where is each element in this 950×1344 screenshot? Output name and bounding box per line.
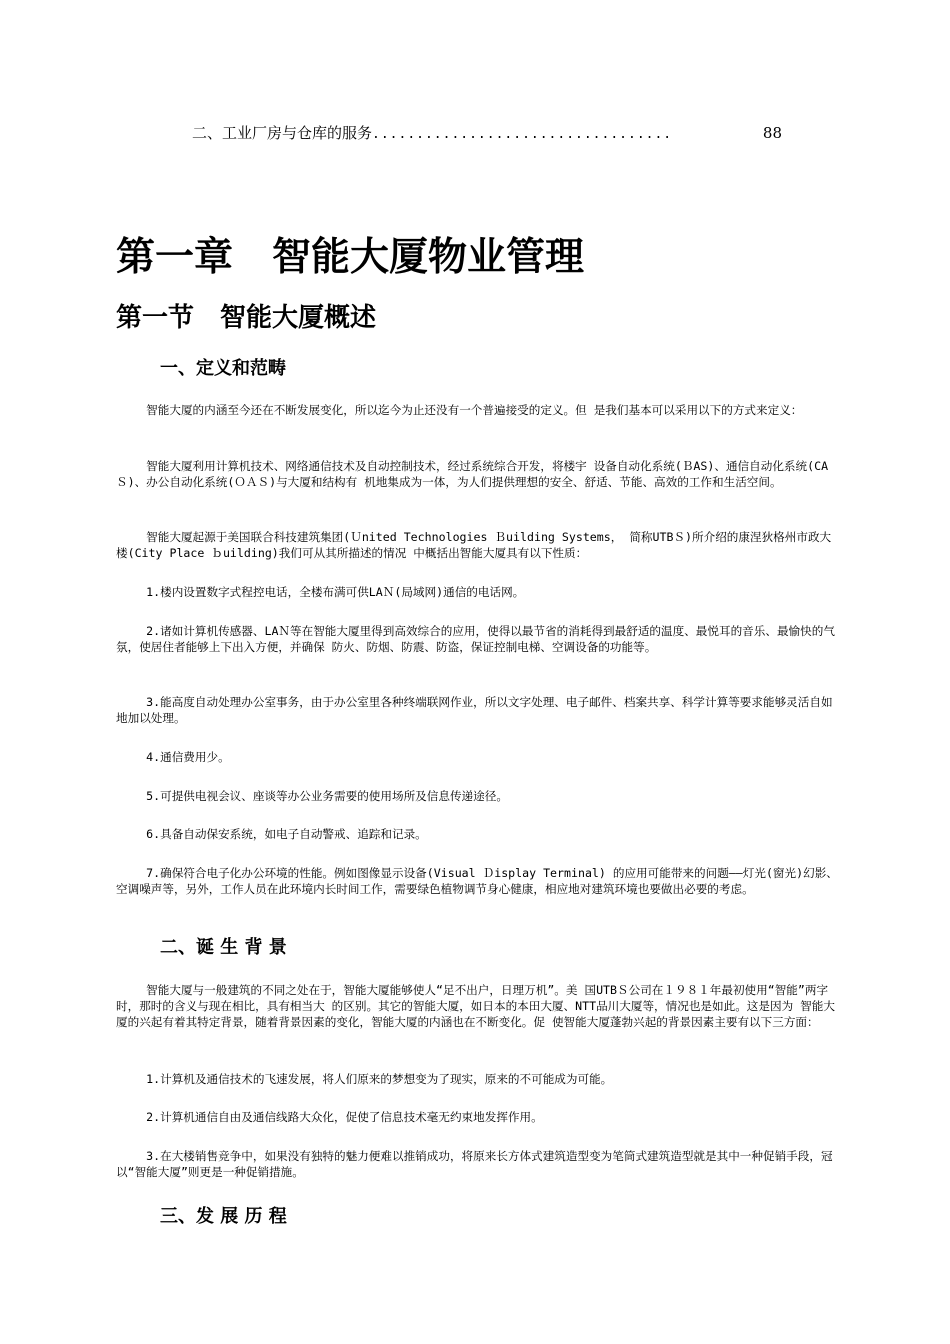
subsection-heading-definition: 一、定义和范畴 xyxy=(160,358,286,379)
paragraph: 智能大厦利用计算机技术、网络通信技术及自动控制技术，经过系统综合开发，将楼宇 设备自动化系统(ＢAS)、通信自动化系统(CAＳ)、办公自动化系统(ＯＡＳ)与大厦和结构有 机地集成为一体，为人们提供理想的安全、舒适、节能、高效的工作和生活空间。 xyxy=(116,459,829,489)
paragraph: 3.能高度自动处理办公室事务，由于办公室里各种终端联网作业，所以文字处理、电子邮件、档案共享、科学计算等要求能够灵活自如地加以处理。 xyxy=(116,695,833,725)
paragraph: 2.诸如计算机传感器、LAＮ等在智能大厦里得到高效综合的应用，使得以最节省的消耗得到最舒适的温度、最悦耳的音乐、最愉快的气氛，使居住者能够上下出入方便，并确保 防火、防烟、防震、防盗，保证控制电梯、空调设备的功能等。 xyxy=(116,624,835,654)
subsection-heading-history: 三、发 展 历 程 xyxy=(160,1206,287,1227)
paragraph: 5.可提供电视会议、座谈等办公业务需要的使用场所及信息传递途径。 xyxy=(146,789,508,803)
paragraph: 3.在大楼销售竞争中，如果没有独特的魅力便难以推销成功，将原来长方体式建筑造型变为笔筒式建筑造型就是其中一种促销手段，冠以“智能大厦”则更是一种促销措施。 xyxy=(116,1149,833,1179)
paragraph: 1.楼内设置数字式程控电话，全楼布满可供LAＮ(局域网)通信的电话网。 xyxy=(146,585,525,599)
paragraph: 2.计算机通信自由及通信线路大众化，促使了信息技术毫无约束地发挥作用。 xyxy=(146,1110,543,1124)
paragraph: 智能大厦起源于美国联合科技建筑集团(Ｕnited Technologies Ｂuilding Systems， 简称UTBＳ)所介绍的康涅狄格州市政大楼(City Place ｂuilding)我们可从其所描述的情况 中概括出智能大厦具有以下性质： xyxy=(116,530,832,560)
toc-entry[interactable] xyxy=(192,122,782,146)
chapter-title: 第一章 智能大厦物业管理 xyxy=(116,235,585,280)
paragraph: 智能大厦与一般建筑的不同之处在于，智能大厦能够使人“足不出户，日理万机”。美 国UTBＳ公司在１９８１年最初使用“智能”两字时，那时的含义与现在相比，具有相当大 的区别。其它的智能大厦，如日本的本田大厦、NTT品川大厦等，情况也是如此。这是因为 智能大厦的兴起有着其特定背景，随着背景因素的变化，智能大厦的内涵也在不断变化。促 使智能大厦蓬勃兴起的背景因素主要有以下三方面： xyxy=(116,983,835,1029)
paragraph: 4.通信费用少。 xyxy=(146,750,230,764)
toc-dot-leader: .................................. xyxy=(372,127,673,142)
paragraph: 1.计算机及通信技术的飞速发展，将人们原来的梦想变为了现实，原来的不可能成为可能。 xyxy=(146,1072,613,1086)
paragraph: 6.具备自动保安系统，如电子自动警戒、追踪和记录。 xyxy=(146,827,427,841)
paragraph: 7.确保符合电子化办公环境的性能。例如图像显示设备(Visual Ｄisplay Terminal) 的应用可能带来的问题——灯光(窗光)幻影、空调噪声等，另外，工作人员在此环境内长时间工作，需要绿色植物调节身心健康，相应地对建筑环境也要做出必要的考虑。 xyxy=(116,866,838,896)
subsection-heading-background: 二、诞 生 背 景 xyxy=(160,937,287,958)
toc-entry-title: 二、工业厂房与仓库的服务 xyxy=(192,124,373,142)
paragraph: 智能大厦的内涵至今还在不断发展变化，所以迄今为止还没有一个普遍接受的定义。但 是我们基本可以采用以下的方式来定义： xyxy=(146,403,803,417)
section-title: 第一节 智能大厦概述 xyxy=(116,303,377,333)
toc-page-number: 88 xyxy=(762,124,782,142)
